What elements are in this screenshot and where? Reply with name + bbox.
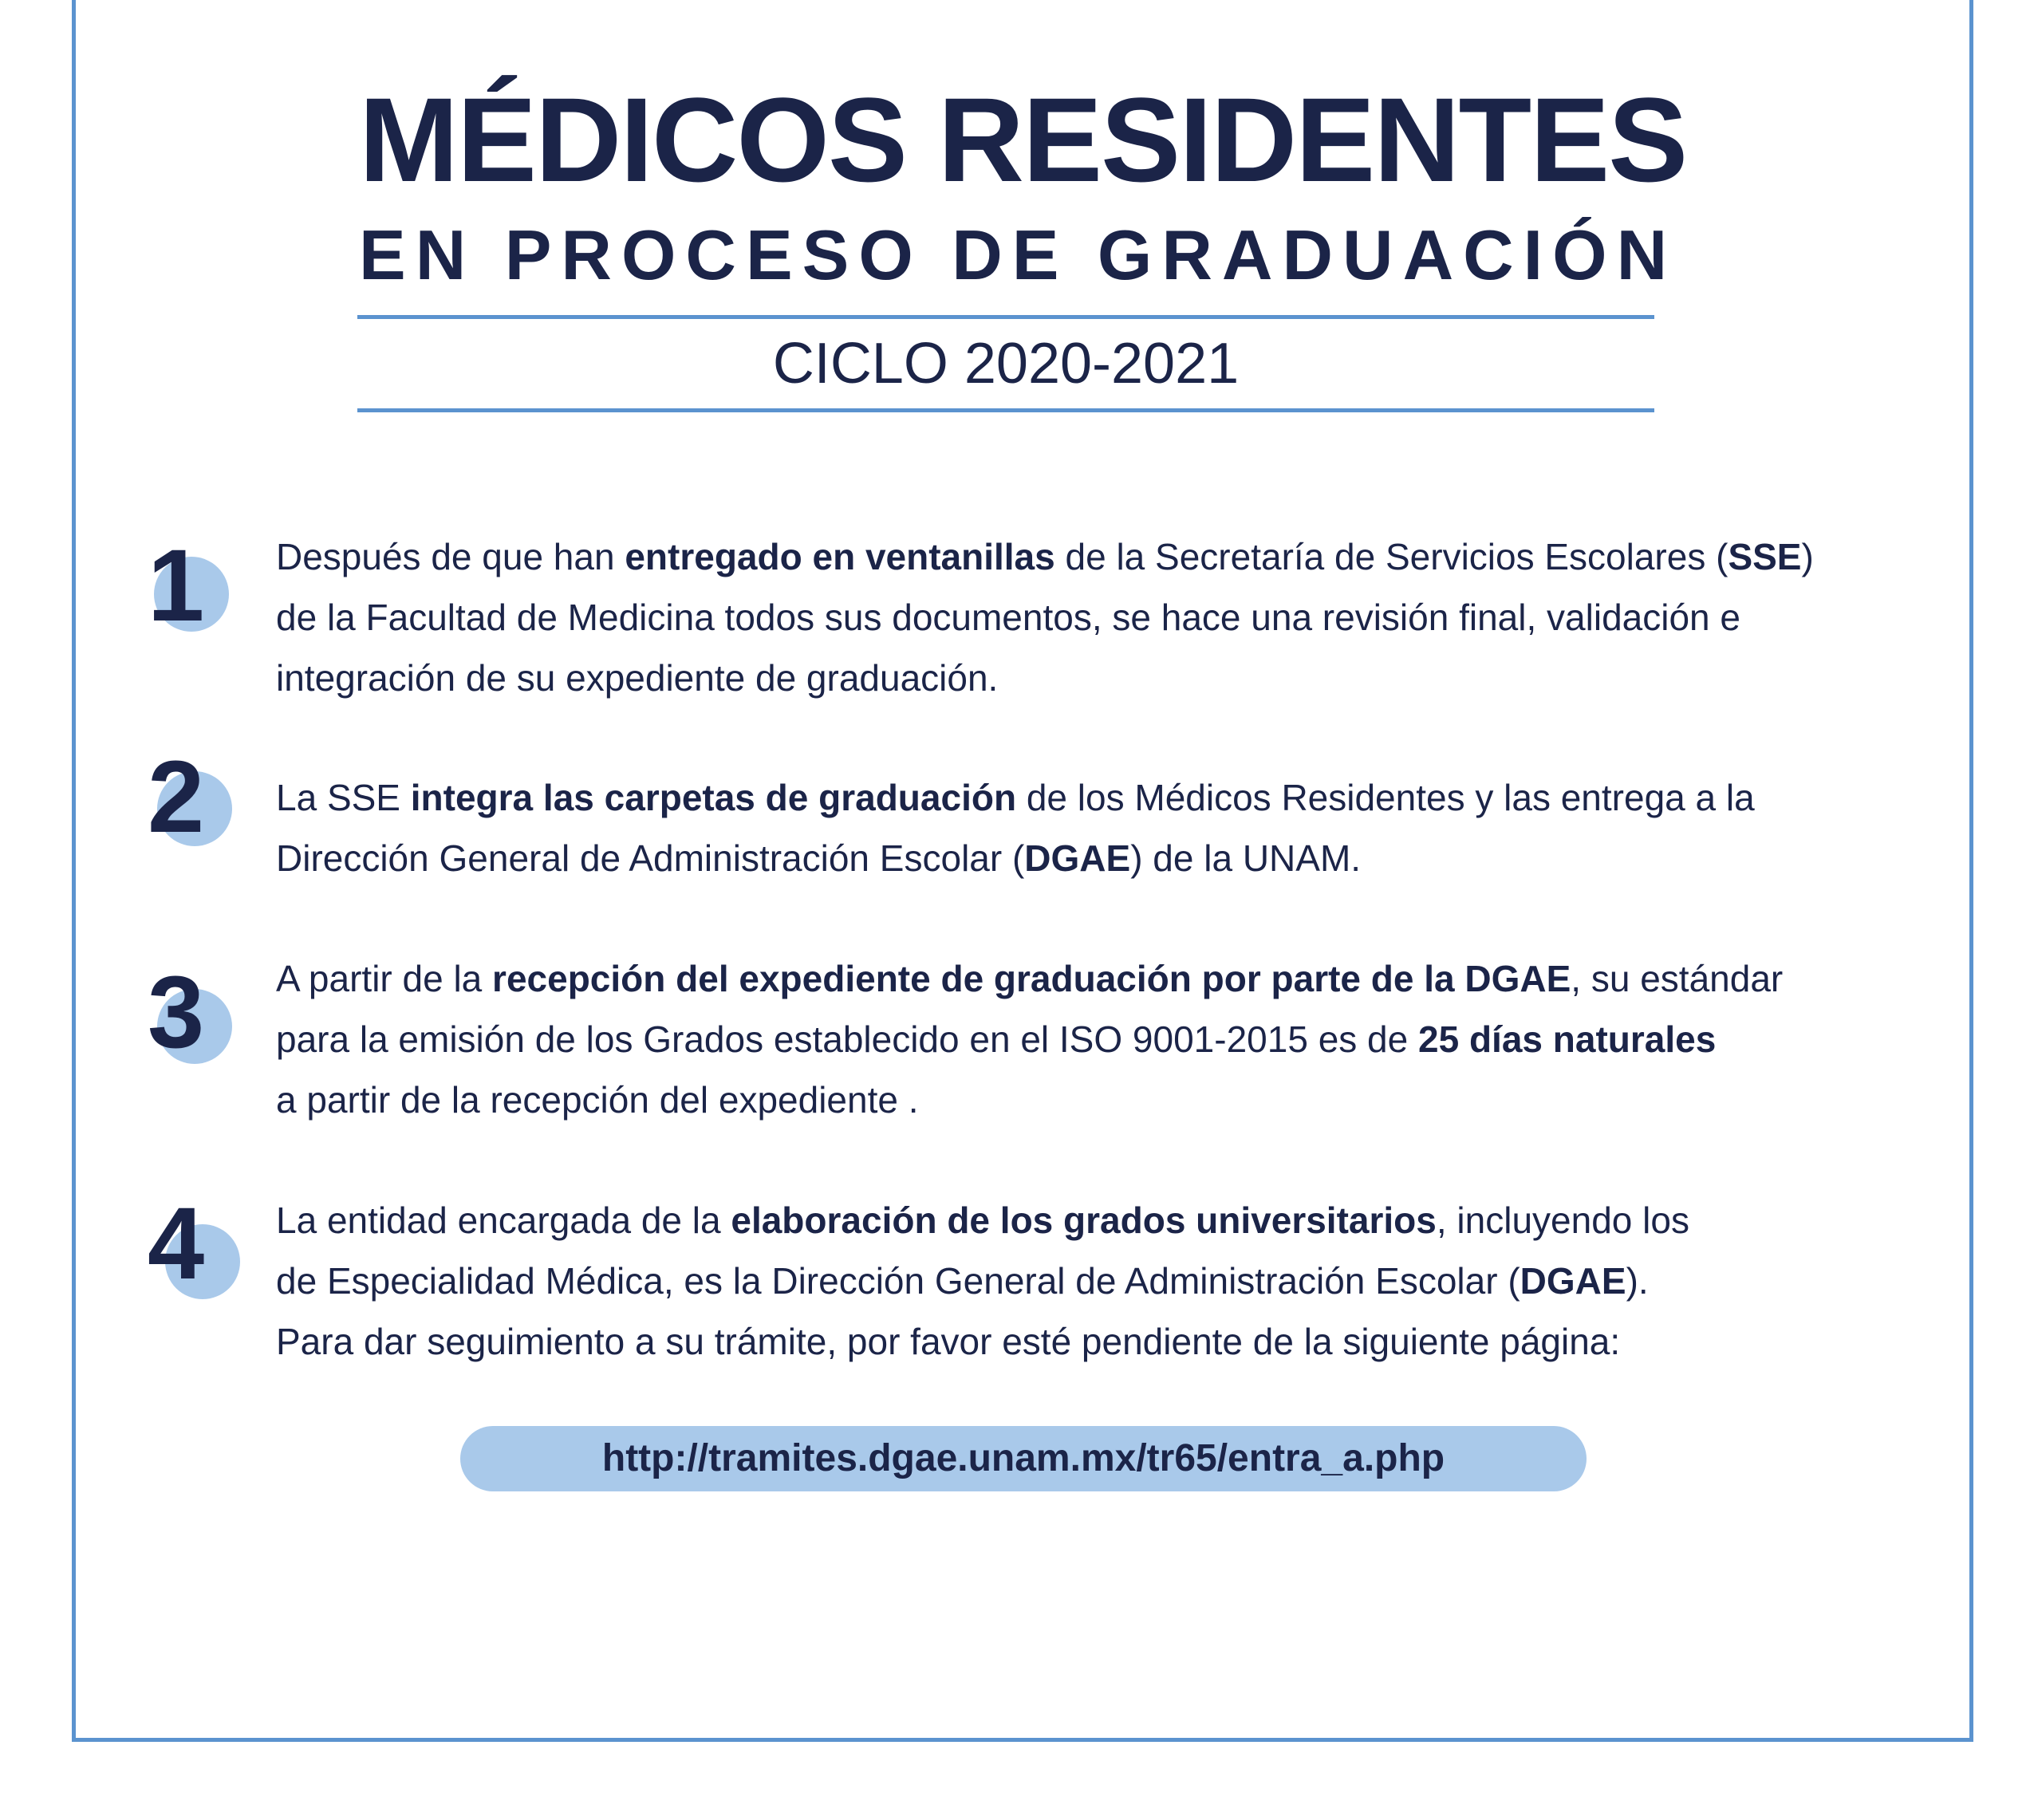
step-2-line-2: Dirección General de Administración Escolar (DGAE) de la UNAM. bbox=[276, 837, 1362, 879]
step-3-line-2: para la emisión de los Grados establecido en el ISO 9001-2015 es de 25 días naturales bbox=[276, 1018, 1717, 1060]
step-1-line-3: integración de su expediente de graduación. bbox=[276, 657, 999, 699]
step-4-number: 4 bbox=[148, 1187, 205, 1301]
step-1-text bbox=[276, 526, 1919, 708]
step-4-badge bbox=[148, 1184, 275, 1312]
step-2-text bbox=[276, 767, 1919, 888]
step-3-number: 3 bbox=[148, 955, 205, 1070]
step-1-number: 1 bbox=[148, 529, 205, 643]
step-3-badge bbox=[148, 953, 275, 1081]
divider-top bbox=[357, 315, 1654, 319]
page-title: MÉDICOS RESIDENTES bbox=[359, 73, 1687, 207]
step-2-badge bbox=[148, 738, 275, 865]
step-1-line-2: de la Facultad de Medicina todos sus documentos, se hace una revisión final, validación e bbox=[276, 597, 1740, 638]
step-1-line-1: Después de que han entregado en ventanillas de la Secretaría de Servicios Escolares (SSE) bbox=[276, 536, 1814, 577]
step-2-number: 2 bbox=[148, 740, 205, 854]
divider-bottom bbox=[357, 408, 1654, 412]
step-2-line-1: La SSE integra las carpetas de graduación de los Médicos Residentes y las entrega a la bbox=[276, 777, 1755, 818]
step-4-line-3: Para dar seguimiento a su trámite, por favor esté pendiente de la siguiente página: bbox=[276, 1321, 1621, 1362]
tramites-link[interactable]: http://tramites.dgae.unam.mx/tr65/entra_a.php bbox=[460, 1426, 1587, 1491]
step-3-text bbox=[276, 948, 1919, 1130]
step-4-line-2: de Especialidad Médica, es la Dirección General de Administración Escolar (DGAE). bbox=[276, 1260, 1649, 1302]
step-4-text bbox=[276, 1190, 1919, 1372]
cycle-label: CICLO 2020-2021 bbox=[772, 332, 1240, 396]
step-4-line-1: La entidad encargada de la elaboración de los grados universitarios, incluyendo los bbox=[276, 1200, 1689, 1241]
step-3-line-3: a partir de la recepción del expediente . bbox=[276, 1079, 919, 1121]
step-3-line-1: A partir de la recepción del expediente de graduación por parte de la DGAE, su estándar bbox=[276, 958, 1784, 999]
page-subtitle: EN PROCESO DE GRADUACIÓN bbox=[359, 215, 1677, 294]
step-1-badge bbox=[148, 526, 275, 654]
